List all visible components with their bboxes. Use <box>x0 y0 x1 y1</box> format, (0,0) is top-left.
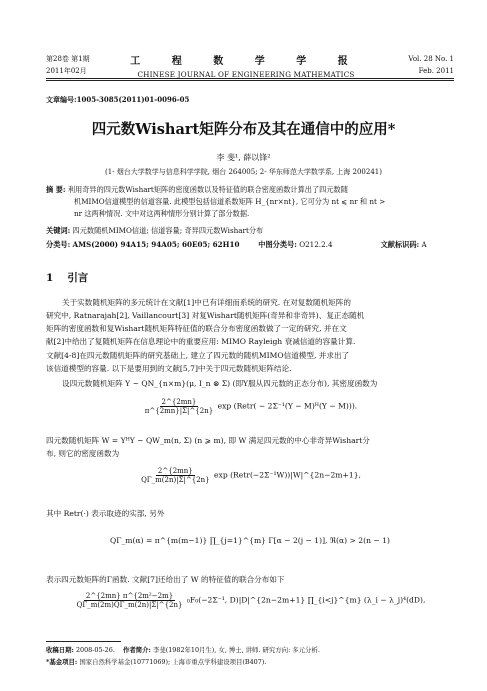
header-rule <box>46 78 454 79</box>
para1-line: 研究中, Ratnarajah[2], Vaillancourt[3] 对复Wishart随机矩阵(奇异和非奇异)、复正态随机 <box>46 311 365 320</box>
paragraph-4: 其中 Retr(·) 表示取迹的实部, 另外 <box>46 509 165 518</box>
equation-2 <box>46 467 454 484</box>
para3-line: 布, 则它的密度函数为 <box>46 449 120 459</box>
section-title: 引言 <box>67 272 89 284</box>
doc-label: 文献标识码: <box>380 240 420 249</box>
eq2-body: exp (Retr(−2Σ⁻¹W))|W|^{2n−2m+1}, <box>214 470 361 480</box>
article-number: 文章编号:1005-3085(2011)01-0096-05 <box>46 95 190 104</box>
para1-line: 文献[4-8]在四元数随机矩阵的研究基础上, 建立了四元数的随机MIMO信道模型, 并求出了 <box>46 350 350 360</box>
msc-text: AMS(2000) 94A15; 94A05; 60E05; 62H10 <box>72 240 240 249</box>
authors: 李 斐¹, 薛以锋² <box>216 153 271 162</box>
affiliation: (1- 烟台大学数学与信息科学学院, 烟台 264005; 2- 华东师范大学数学系, 上海 200241) <box>105 168 382 176</box>
author-bio-label: 作者简介: <box>123 646 151 654</box>
abstract-line-3: nr 这两种情况. 文中对这两种情形分别计算了部分数据. <box>74 209 250 218</box>
running-header-center <box>130 52 362 79</box>
msc-label: 分类号: <box>46 240 71 249</box>
classification <box>46 240 454 250</box>
eq1-numerator: 2^{2mn} <box>161 398 197 406</box>
footnote-received-author <box>46 645 454 656</box>
paper-title: 四元数Wishart矩阵分布及其在通信中的应用* <box>91 121 396 138</box>
received-date: 2008-05-26. <box>75 646 115 654</box>
paragraph-3 <box>46 434 454 460</box>
para1-line: 关于实数随机矩阵的多元统计在文献[1]中已有详细而系统的研究. 在对复数随机矩阵的 <box>62 298 351 307</box>
para1-line: 献[2]中给出了复随机矩阵在信息理论中的重要应用: MIMO Rayleigh 衰减信道的容量计算. <box>46 337 356 347</box>
fund-text: 国家自然科学基金(10771069); 上海市重点学科建设项目(B407). <box>79 658 267 666</box>
section-number: 1 <box>46 272 54 284</box>
doc-text: A <box>421 240 427 249</box>
date-cn: 2011年02月 <box>46 67 87 75</box>
eq1-fraction <box>143 398 215 415</box>
para3-line: 四元数随机矩阵 W = YᴴY ~ QW_m(n, Σ) (n ⩾ m), 即 W 满足四元数的中心非奇异Wishart分 <box>46 436 370 445</box>
clc-label: 中图分类号: <box>258 240 297 249</box>
footnote-fund <box>46 657 454 668</box>
eq2-fraction <box>139 467 212 484</box>
equation-1 <box>46 398 454 415</box>
keywords-label: 关键词: <box>46 226 71 235</box>
abstract-label: 摘 要: <box>46 185 66 194</box>
eq2-numerator: 2^{2mn} <box>157 467 193 475</box>
para1-line: 该信道模型的容量. 以下是要用到的文献[5,7]中关于四元数随机矩阵结论. <box>46 363 292 373</box>
volume-en: Vol. 28 No. 1 <box>408 55 454 63</box>
clc-text: O212.2.4 <box>299 240 333 249</box>
date-en: Feb. 2011 <box>418 67 454 75</box>
eq4-body: ₀F₀(−2Σ⁻¹, D)|D|^{2n−2m+1} ∏_{i<j}^{m} (λ_i − λ_j)⁴(dD), <box>186 595 426 605</box>
eq4-denominator: QΓ_m(2m)QΓ_m(2n)|Σ|^{2n} <box>76 601 183 609</box>
author-bio: 李斐(1982年10月生), 女, 博士, 讲师. 研究方向: 多元分析. <box>152 646 320 654</box>
abstract-line-2: 机MIMO信道模型的信道容量. 此模型包括信道系数矩阵 H_{nr×nt}, 它可分为 nt ⩽ nr 和 nt > <box>74 197 386 206</box>
equation-4 <box>46 592 454 609</box>
section-heading <box>46 270 88 285</box>
running-header-right <box>376 53 454 77</box>
eq1-body: exp (Retr( − 2Σ⁻¹(Y − M)ᴴ(Y − M))). <box>217 401 358 411</box>
keywords-text: 四元数随机MIMO信道; 信道容量; 奇异四元数Wishart分布 <box>72 226 264 235</box>
equation-3: QΓ_m(α) = π^{m(m−1)} ∏_{j=1}^{m} Γ[α − 2(j − 1)], ℜ(α) > 2(n − 1) <box>110 536 390 545</box>
received-label: 收稿日期: <box>46 646 74 654</box>
eq4-numerator: 2^{2mn} π^{2m²−2m} <box>85 592 174 600</box>
paragraph-1 <box>46 296 454 309</box>
abstract-line-1: 利用奇异的四元数Wishart矩阵的密度函数以及特征值的联合密度函数计算出了四元数随 <box>67 185 348 194</box>
eq1-denominator: π^{2mn}|Σ|^{2n} <box>144 407 214 415</box>
abstract <box>46 184 454 220</box>
keywords <box>46 226 454 236</box>
fund-label: *基金项目: <box>46 658 78 666</box>
running-header-left <box>46 53 90 77</box>
footnote-rule <box>46 641 121 642</box>
paragraph-5: 表示四元数矩阵的Γ函数. 文献[7]还给出了 W 的特征值的联合分布如下 <box>46 575 285 584</box>
journal-name-cn: 工 程 数 学 学 报 <box>130 56 362 67</box>
paragraph-1-cont <box>46 309 454 375</box>
journal-name-en: CHINESE JOURNAL OF ENGINEERING MATHEMATICS <box>137 70 355 79</box>
volume-cn: 第28卷 第1期 <box>46 55 90 63</box>
paragraph-2: 设四元数随机矩阵 Y ~ QN_{n×m}(μ, I_n ⊗ Σ) (即Y服从四元数的正态分布), 其密度函数为 <box>62 379 378 388</box>
eq4-fraction <box>75 592 185 609</box>
eq2-denominator: QΓ_m(2n)|Σ|^{2n} <box>141 476 210 484</box>
header-rule-thin <box>46 80 454 81</box>
para1-line: 矩阵的密度函数和复Wishart随机矩阵特征值的联合分布密度函数做了一定的研究, 并在文 <box>46 324 347 334</box>
